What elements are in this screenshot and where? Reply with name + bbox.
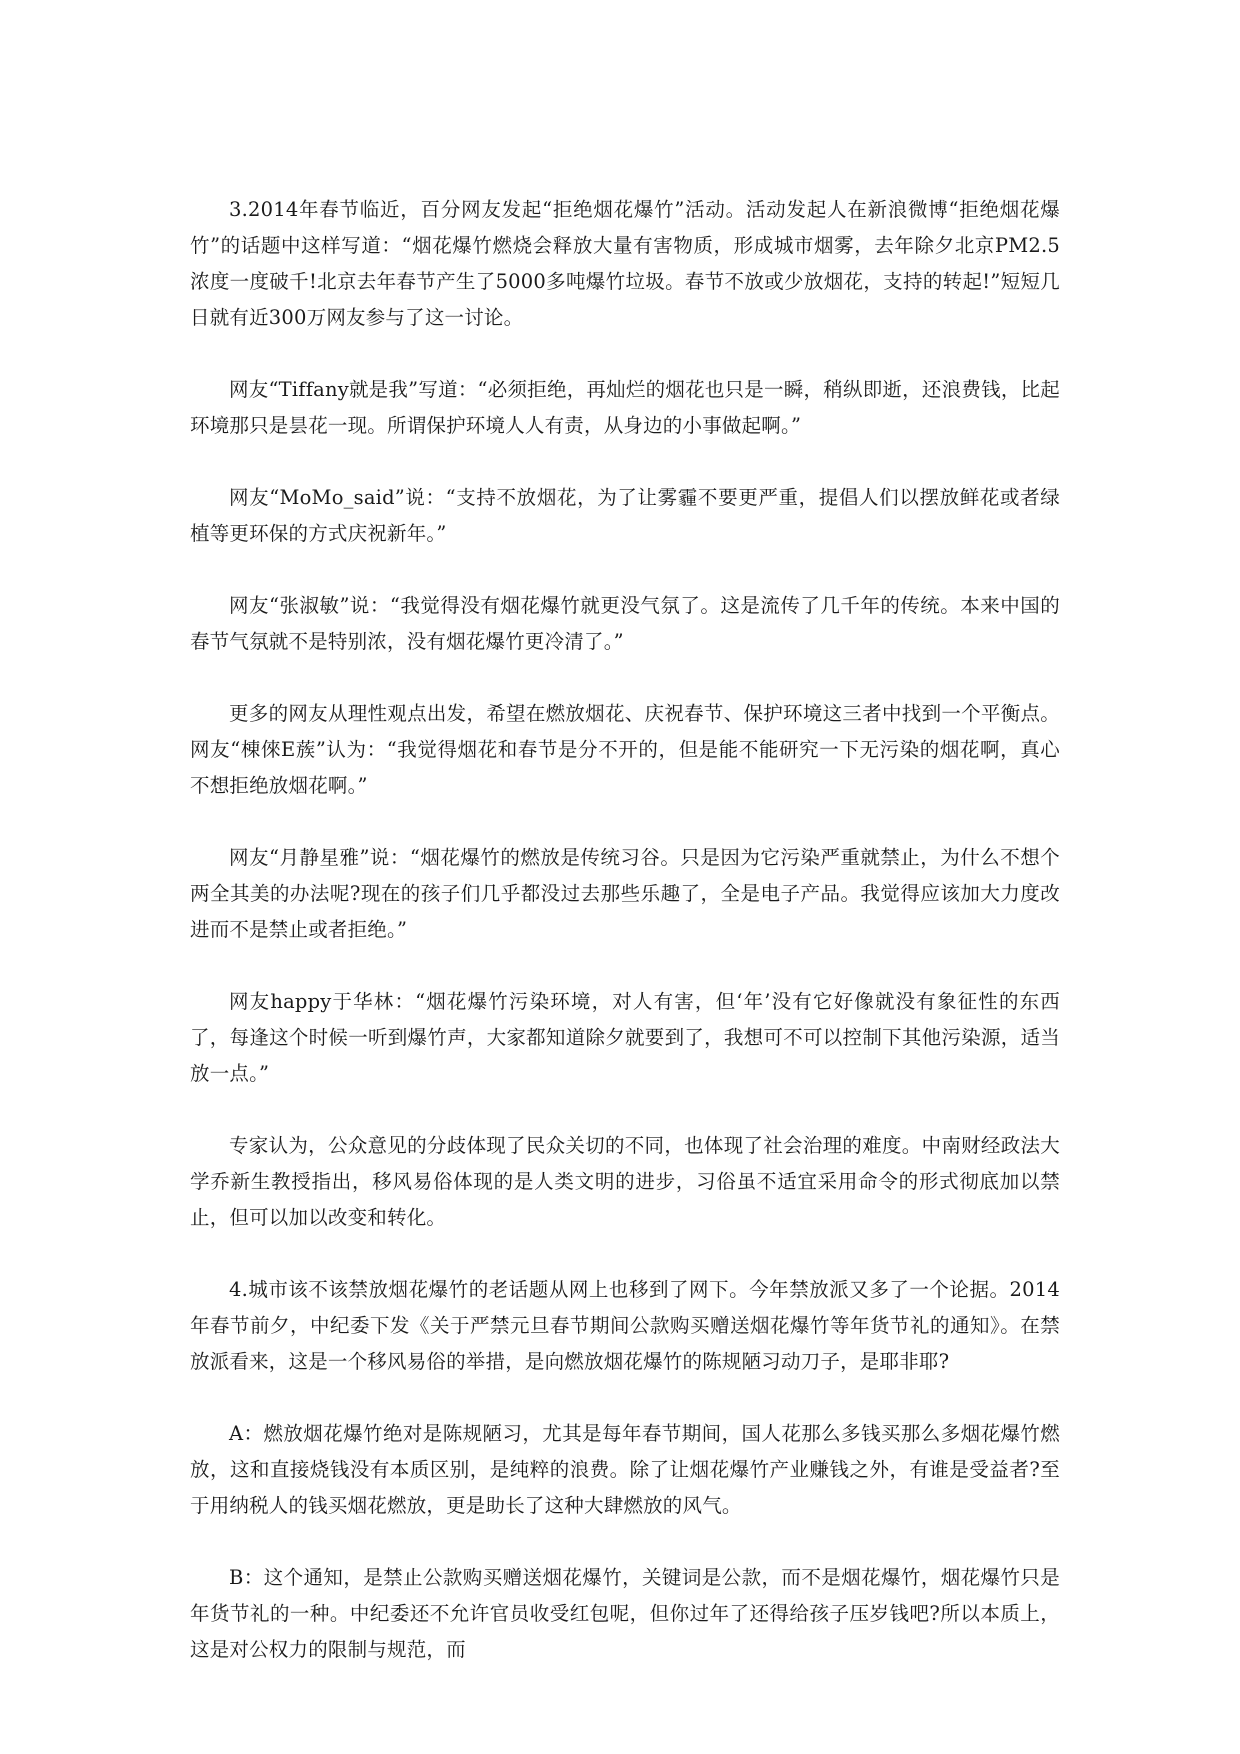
paragraph-1: 3.2014年春节临近，百分网友发起“拒绝烟花爆竹”活动。活动发起人在新浪微博“拒绝烟花爆竹”的话题中这样写道：“烟花爆竹燃烧会释放大量有害物质，形成城市烟雾，去年除夕北京PM2.5浓度一度破千!北京去年春节产生了5000多吨爆竹垃圾。春节不放或少放烟花，支持的转起!”短短几日就有近300万网友参与了这一讨论。 [190,198,1060,329]
paragraph-6: 网友“月静星雅”说：“烟花爆竹的燃放是传统习谷。只是因为它污染严重就禁止，为什么不想个两全其美的办法呢?现在的孩子们几乎都没过去那些乐趣了，全是电子产品。我觉得应该加大力度改进而不是禁止或者拒绝。” [190,846,1060,941]
paragraph-9: 4.城市该不该禁放烟花爆竹的老话题从网上也移到了网下。今年禁放派又多了一个论据。2014年春节前夕，中纪委下发《关于严禁元旦春节期间公款购买赠送烟花爆竹等年货节礼的通知》。在禁放派看来，这是一个移风易俗的举措，是向燃放烟花爆竹的陈规陋习动刀子，是耶非耶? [190,1278,1060,1373]
paragraph-8: 专家认为，公众意见的分歧体现了民众关切的不同，也体现了社会治理的难度。中南财经政法大学乔新生教授指出，移风易俗体现的是人类文明的进步，习俗虽不适宜采用命令的形式彻底加以禁止，但可以加以改变和转化。 [190,1134,1060,1229]
paragraph-7: 网友happy于华林：“烟花爆竹污染环境，对人有害，但‘年’没有它好像就没有象征性的东西了，每逢这个时候一听到爆竹声，大家都知道除夕就要到了，我想可不可以控制下其他污染源，适当放一点。” [190,990,1060,1085]
paragraph-11: B：这个通知，是禁止公款购买赠送烟花爆竹，关键词是公款，而不是烟花爆竹，烟花爆竹只是年货节礼的一种。中纪委还不允许官员收受红包呢，但你过年了还得给孩子压岁钱吧?所以本质上，这是对公权力的限制与规范，而 [190,1566,1060,1661]
paragraph-4: 网友“张淑敏”说：“我觉得没有烟花爆竹就更没气氛了。这是流传了几千年的传统。本来中国的春节气氛就不是特别浓，没有烟花爆竹更冷清了。” [190,594,1060,653]
document-body [190,192,1060,1668]
paragraph-5: 更多的网友从理性观点出发，希望在燃放烟花、庆祝春节、保护环境这三者中找到一个平衡点。网友“棟倈E蔟”认为：“我觉得烟花和春节是分不开的，但是能不能研究一下无污染的烟花啊，真心不想拒绝放烟花啊。” [190,702,1060,797]
paragraph-10: A：燃放烟花爆竹绝对是陈规陋习，尤其是每年春节期间，国人花那么多钱买那么多烟花爆竹燃放，这和直接烧钱没有本质区别，是纯粹的浪费。除了让烟花爆竹产业赚钱之外，有谁是受益者?至于用纳税人的钱买烟花燃放，更是助长了这种大肆燃放的风气。 [190,1422,1060,1517]
paragraph-2: 网友“Tiffany就是我”写道：“必须拒绝，再灿烂的烟花也只是一瞬，稍纵即逝，还浪费钱，比起环境那只是昙花一现。所谓保护环境人人有责，从身边的小事做起啊。” [190,378,1060,437]
paragraph-3: 网友“MoMo_said”说：“支持不放烟花，为了让雾霾不要更严重，提倡人们以摆放鲜花或者绿植等更环保的方式庆祝新年。” [190,486,1060,545]
